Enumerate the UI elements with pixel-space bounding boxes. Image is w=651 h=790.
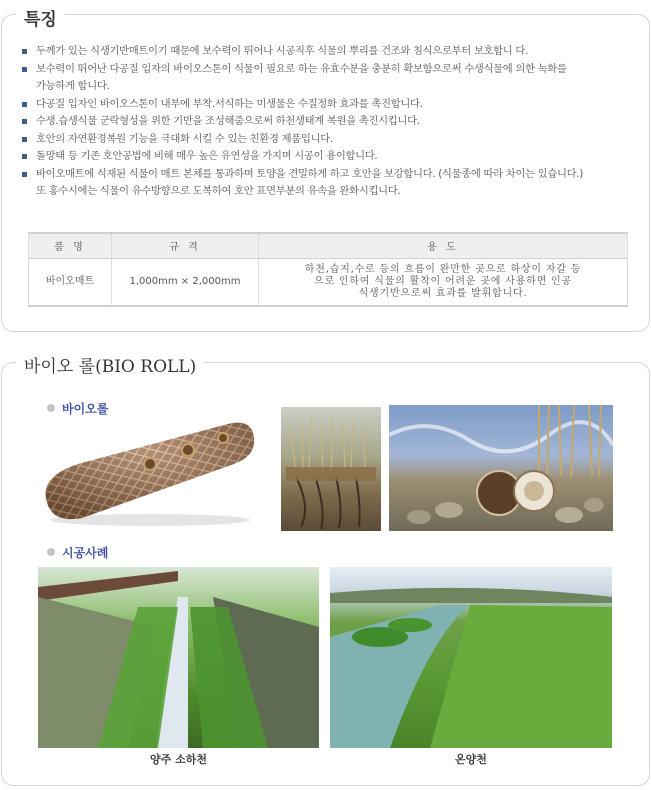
feature-text: 다공질 입자인 바이오스톤이 내부에 부착.서식하는 미생물은 수질정화 효과를 촉진합니다. (36, 97, 423, 110)
square-bullet-icon (22, 102, 27, 107)
case-caption: 온양천 (455, 753, 487, 766)
list-item (22, 43, 622, 61)
case-photo-onyang (330, 567, 612, 748)
feature-text: 바이오매트에 식재된 식물이 매트 본체를 통과하며 토양을 견밀하게 하고 호안을 보강합니다. (식물종에 따라 차이는 있습니다.) 또 홍수시에는 식물이 유수방향으로 도복하여 호안 표면부분의 유속을 완화시킵니다. (36, 167, 583, 197)
square-bullet-icon (22, 119, 27, 124)
feature-text: 보수력이 뛰어난 다공질 입자의 바이오스톤이 식물이 필요로 하는 유효수분을 충분히 확보함으로써 수생식물에 의한 녹화를 가능하게 합니다. (36, 62, 567, 92)
column-header: 규 격 (112, 233, 259, 258)
table-row (29, 258, 628, 306)
bio-roll-cross-section-illustration (389, 405, 613, 531)
features-title: 특징 (16, 5, 65, 30)
feature-text: 두께가 있는 식생기반매트이기 때문에 보수력이 뛰어나 시공직후 식물의 뿌리를 건조와 침식으로부터 보호합니 다. (36, 45, 529, 57)
usage-cell: 하천,습지,수로 등의 흐름이 완만한 곳으로 하상이 자갈 등 으로 인하여 식물의 활착이 어려운 곳에 사용하면 인공 식생기반으로써 효과를 발휘합니다. (259, 258, 628, 306)
cases-subheading (47, 544, 108, 561)
list-item (22, 96, 622, 114)
product-subheading-label: 바이오롤 (62, 402, 109, 416)
feature-text: 수생.습생식물 군락형성을 위한 기반을 조성해줌으로써 하천생태계 복원을 촉진시킵니다. (36, 115, 420, 127)
column-header: 용 도 (259, 233, 628, 258)
root-closeup-photo (281, 407, 381, 531)
square-bullet-icon (22, 172, 27, 177)
square-bullet-icon (22, 154, 27, 159)
list-item (22, 166, 622, 201)
bio-roll-title: 바이오 롤(BIO ROLL) (16, 352, 204, 377)
size-cell: 1,000mm × 2,000mm (112, 258, 259, 306)
circle-bullet-icon (47, 404, 55, 412)
circle-bullet-icon (47, 548, 55, 556)
square-bullet-icon (22, 137, 27, 142)
feature-list (22, 43, 622, 201)
list-item (22, 61, 622, 96)
case-photo-yangju (38, 567, 319, 748)
list-item (22, 131, 622, 149)
bio-roll-product-image (38, 418, 260, 530)
cases-subheading-label: 시공사례 (62, 546, 109, 560)
column-header: 품 명 (29, 233, 112, 258)
table-header-row (29, 233, 628, 258)
case-caption: 양주 소하천 (150, 753, 207, 766)
product-subheading (47, 400, 108, 417)
product-name-cell: 바이오매트 (29, 258, 112, 306)
square-bullet-icon (22, 49, 27, 54)
list-item (22, 148, 622, 166)
list-item (22, 113, 622, 131)
feature-text: 돌망태 등 기존 호안공법에 비해 매우 높은 유연성을 가지며 시공이 용이합니다. (36, 150, 378, 162)
feature-text: 호안의 자연환경복원 기능을 극대화 시킬 수 있는 친환경 제품입니다. (36, 132, 333, 145)
spec-table (28, 232, 628, 307)
square-bullet-icon (22, 67, 27, 72)
